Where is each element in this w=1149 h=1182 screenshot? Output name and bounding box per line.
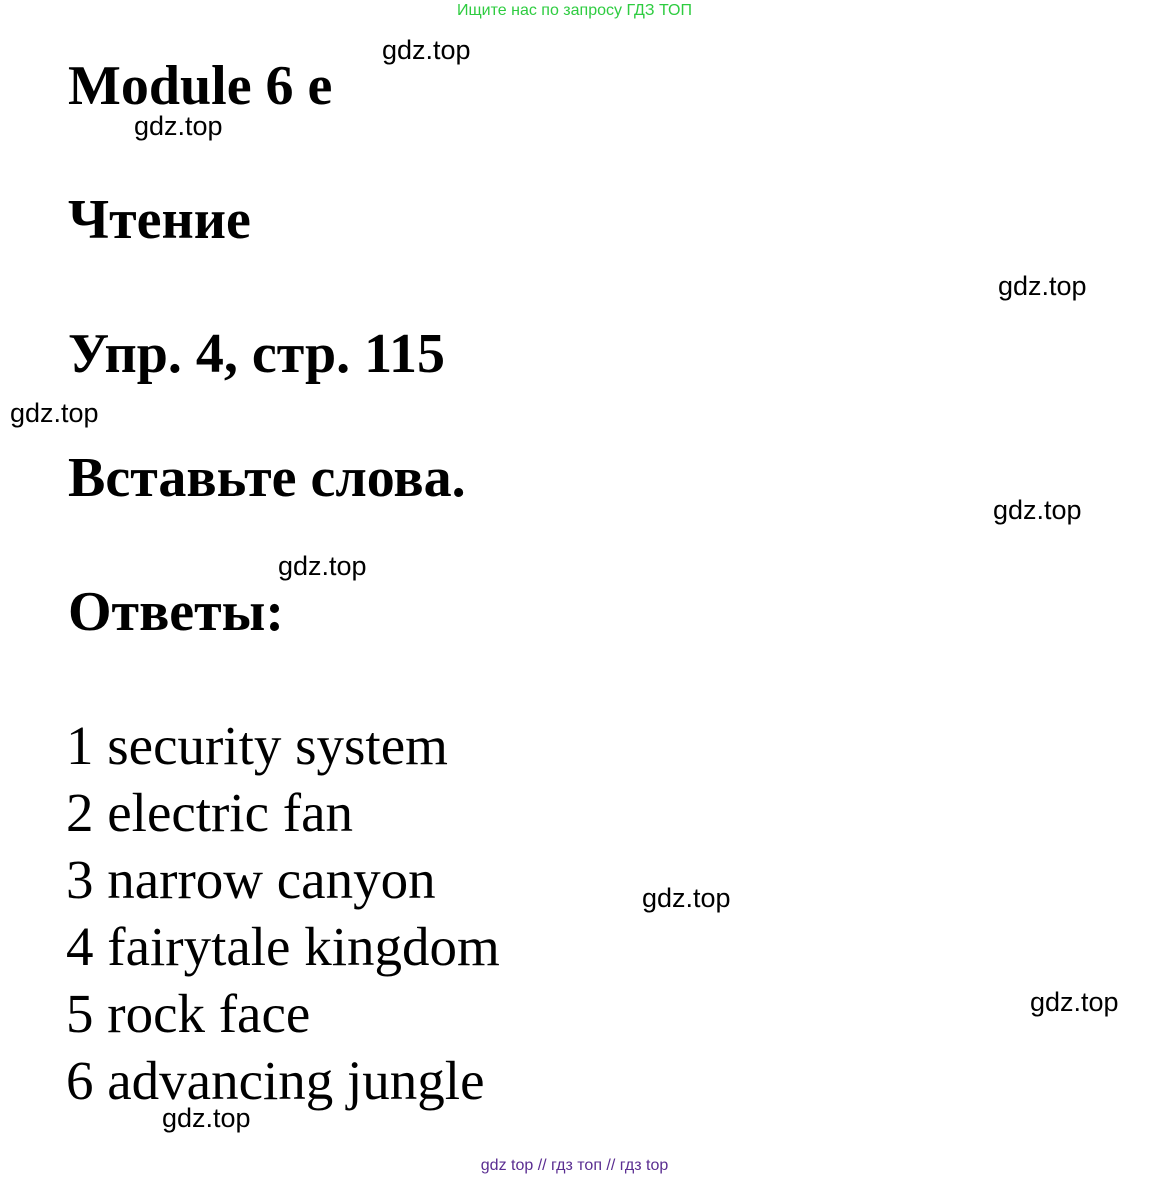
watermark: gdz.top	[382, 35, 471, 65]
footer-links[interactable]: gdz top // гдз топ // гдз top	[480, 1157, 669, 1174]
answer-item: 4 fairytale kingdom	[66, 916, 500, 977]
answer-item: 5 rock face	[66, 983, 311, 1044]
watermark: gdz.top	[642, 883, 731, 913]
exercise-title: Упр. 4, стр. 115	[68, 323, 446, 385]
watermark: gdz.top	[278, 551, 367, 581]
answers-heading: Ответы:	[68, 581, 285, 643]
answer-item: 2 electric fan	[66, 782, 354, 843]
answer-item: 3 narrow canyon	[66, 849, 436, 910]
section-title: Чтение	[68, 189, 251, 251]
watermark: gdz.top	[134, 111, 223, 141]
answer-item: 6 advancing jungle	[66, 1050, 485, 1111]
watermark: gdz.top	[10, 398, 99, 428]
module-title: Module 6 e	[68, 55, 333, 117]
task-instruction: Вставьте слова.	[68, 447, 466, 509]
watermark: gdz.top	[162, 1103, 251, 1133]
watermark: gdz.top	[1030, 987, 1119, 1017]
answer-item: 1 security system	[66, 715, 448, 776]
answers-list	[66, 712, 500, 1114]
top-banner[interactable]: Ищите нас по запросу ГДЗ ТОП	[457, 2, 692, 19]
watermark: gdz.top	[998, 271, 1087, 301]
watermark: gdz.top	[993, 495, 1082, 525]
